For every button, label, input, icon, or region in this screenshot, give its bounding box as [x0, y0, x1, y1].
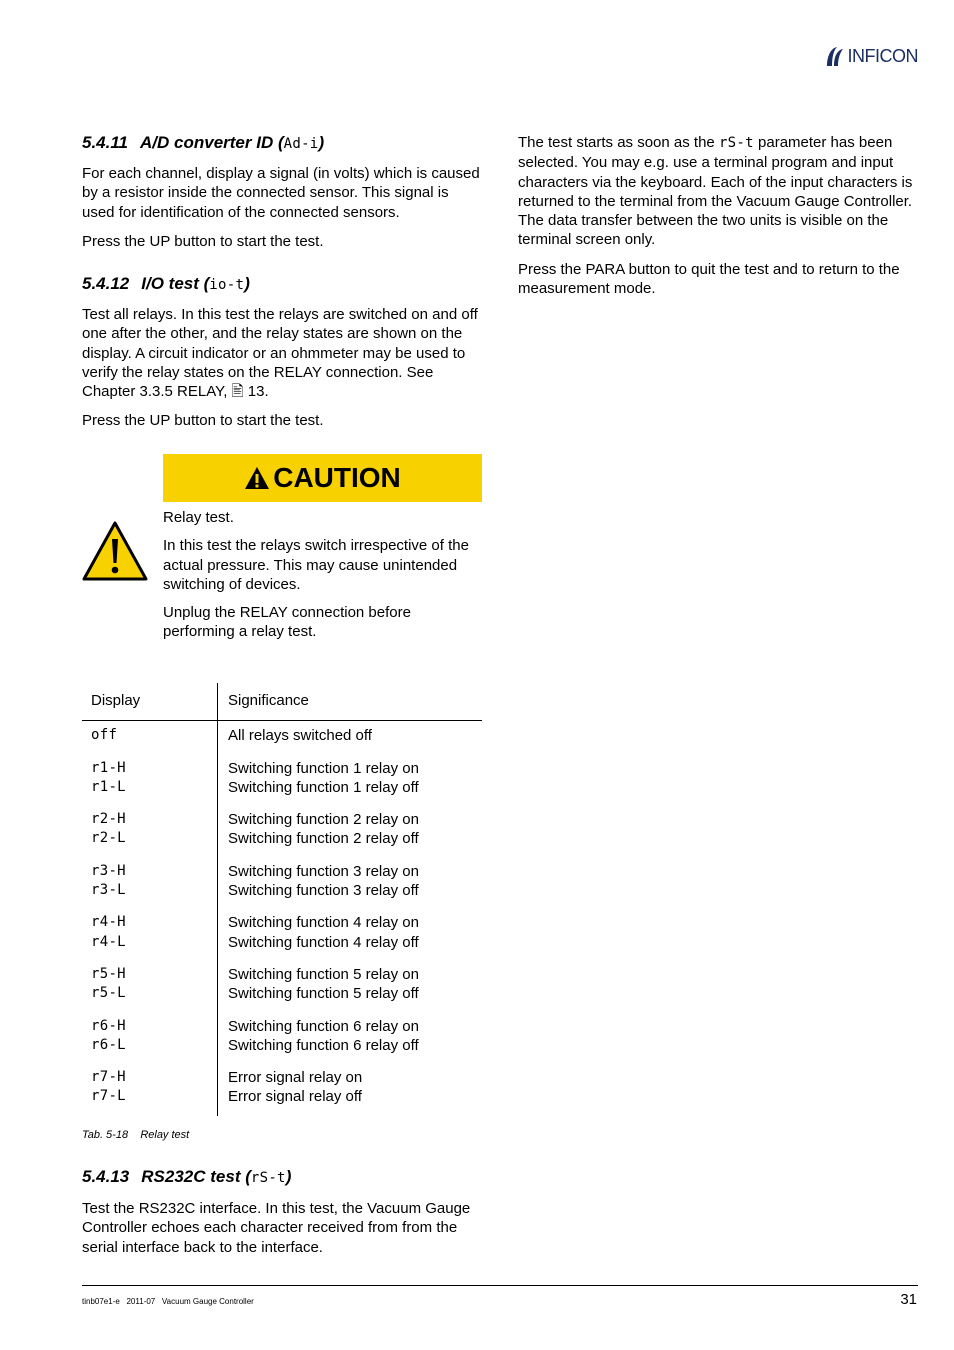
warning-triangle-icon: [244, 466, 270, 490]
caution-body: [163, 508, 485, 652]
paragraph: Test all relays. In this test the relays are switched on and off one after the other, and the relay states are shown on the display. A circuit indicator or an ohmmeter may be used to verify the relay states on the RELAY connection. See Chapter 3.3.5 RELAY, 🖹 13.: [82, 306, 478, 401]
caption-text: Relay test: [140, 1129, 190, 1141]
display-code-cell: [82, 721, 218, 755]
significance-cell-line: Switching function 3 relay on: [228, 862, 419, 880]
display-code-cell-line: r1-H: [91, 759, 126, 776]
section-number: 5.4.12: [82, 274, 130, 293]
display-code: io-t: [209, 277, 245, 293]
section-body-io-test: [82, 305, 484, 441]
table-row: [82, 961, 482, 1013]
display-code: rS-t: [718, 135, 754, 151]
section-title-end: ): [244, 274, 250, 293]
right-column-body: [518, 133, 920, 308]
display-code-cell-line: r4-L: [91, 933, 126, 950]
significance-cell: [218, 1013, 483, 1065]
section-title-end: ): [285, 1167, 292, 1186]
table-row: [82, 1013, 482, 1065]
significance-cell-line: Switching function 2 relay off: [228, 830, 419, 848]
caution-line: In this test the relays switch irrespective of the actual pressure. This may cause unintended switching of devices.: [163, 537, 469, 593]
significance-cell: [218, 1064, 483, 1116]
significance-cell-line: Error signal relay on: [228, 1069, 363, 1087]
display-code-cell-line: r6-L: [91, 1036, 126, 1053]
significance-cell: [218, 909, 483, 961]
significance-cell-line: Switching function 2 relay on: [228, 811, 419, 829]
display-code-cell-line: r2-H: [91, 811, 126, 828]
doc-date: 2011-07: [126, 1297, 156, 1306]
significance-cell: [218, 806, 483, 858]
section-body-rs232c-test: [82, 1199, 484, 1267]
footer-info: [82, 1297, 254, 1306]
display-code-cell: [82, 806, 218, 858]
section-title-end: ): [318, 133, 325, 152]
display-code-cell: [82, 1013, 218, 1065]
display-code-cell: [82, 1064, 218, 1116]
significance-cell-line: Switching function 3 relay off: [228, 882, 419, 900]
table-row: [82, 755, 482, 807]
significance-cell: [218, 858, 483, 910]
product-name: Vacuum Gauge Controller: [161, 1297, 254, 1306]
significance-cell: [218, 961, 483, 1013]
display-code-cell: [82, 755, 218, 807]
table-row: [82, 1064, 482, 1116]
section-heading-ad-converter: [82, 133, 324, 153]
caution-line: Unplug the RELAY connection before performing a relay test.: [163, 604, 411, 641]
section-body-ad-converter: [82, 164, 484, 261]
display-code-cell-line: r4-H: [91, 914, 126, 931]
doc-id: tinb07e1-e: [82, 1297, 120, 1306]
significance-cell-line: Switching function 4 relay on: [228, 914, 419, 932]
display-code-cell-line: r3-L: [91, 882, 126, 899]
significance-cell-line: Switching function 5 relay off: [228, 985, 419, 1003]
warning-sign-icon: [82, 521, 148, 581]
paragraph: Press the PARA button to quit the test and to return to the measurement mode.: [518, 260, 900, 298]
significance-cell-line: Error signal relay off: [228, 1088, 362, 1106]
paragraph: For each channel, display a signal (in volts) which is caused by a resistor inside the connected sensor. This signal is used for identification of the connected sensors.: [82, 165, 480, 221]
display-code-cell: [82, 909, 218, 961]
section-heading-io-test: [82, 274, 250, 294]
section-title: A/D converter ID (: [140, 133, 284, 152]
section-number: 5.4.11: [82, 133, 129, 152]
paragraph: Test the RS232C interface. In this test, the Vacuum Gauge Controller echoes each character received from from the serial interface back to the interface.: [82, 1200, 471, 1256]
significance-cell-line: Switching function 1 relay on: [228, 759, 419, 777]
display-code-cell: [82, 961, 218, 1013]
table-caption: [82, 1129, 189, 1141]
display-code: Ad-i: [283, 136, 319, 152]
significance-cell-line: Switching function 6 relay on: [228, 1017, 419, 1035]
significance-cell-line: Switching function 5 relay on: [228, 965, 419, 983]
display-code-cell-line: r1-L: [91, 778, 126, 795]
table-row: [82, 909, 482, 961]
logo-text: INFICON: [847, 45, 918, 66]
significance-cell: [218, 721, 483, 755]
relay-test-table: [82, 683, 482, 1116]
text-run: parameter has been selected. You may e.g. use a terminal program and input characters via the keyboard. Each of the input characters is returned to the terminal from the Vacuum Gauge Controller. The data transfer between the two units is visible on the terminal screen only.: [518, 134, 913, 249]
section-title: RS232C test (: [141, 1167, 251, 1186]
section-number: 5.4.13: [82, 1167, 130, 1186]
inficon-logo-mark-icon: [825, 44, 845, 68]
paragraph: [518, 133, 920, 250]
display-code-cell-line: r5-L: [91, 985, 126, 1002]
caption-number: Tab. 5-18: [82, 1129, 129, 1141]
column-header-significance: Significance: [218, 683, 483, 721]
caution-heading: CAUTION: [273, 462, 401, 493]
text-run: The test starts as soon as the: [518, 134, 719, 151]
significance-cell-line: Switching function 1 relay off: [228, 778, 419, 796]
significance-cell: [218, 755, 483, 807]
section-title: I/O test (: [141, 274, 210, 293]
display-code-cell-line: r6-H: [91, 1017, 126, 1034]
inficon-logo: [825, 44, 919, 68]
table-row: [82, 858, 482, 910]
display-code-cell-line: r7-L: [91, 1088, 126, 1105]
significance-cell-line: Switching function 6 relay off: [228, 1036, 419, 1054]
display-code-cell: [82, 858, 218, 910]
page-number: 31: [900, 1291, 917, 1308]
paragraph: Press the UP button to start the test.: [82, 412, 324, 430]
display-code-cell-line: r2-L: [91, 830, 126, 847]
display-code-cell-line: r7-H: [91, 1069, 126, 1086]
display-code-cell-line: r5-H: [91, 965, 126, 982]
footer-divider: [82, 1285, 918, 1286]
caution-banner: [163, 454, 482, 502]
table-header-row: [82, 683, 482, 721]
display-code-cell-line: off: [91, 727, 118, 744]
caution-line: Relay test.: [163, 509, 234, 526]
paragraph: Press the UP button to start the test.: [82, 232, 324, 250]
table-row: [82, 806, 482, 858]
table-row: [82, 721, 482, 755]
significance-cell-line: All relays switched off: [228, 727, 372, 745]
significance-cell-line: Switching function 4 relay off: [228, 933, 419, 951]
display-code-cell-line: r3-H: [91, 862, 126, 879]
column-header-display: Display: [82, 683, 218, 721]
section-heading-rs232c-test: [82, 1167, 291, 1187]
display-code: rS-t: [250, 1170, 286, 1186]
